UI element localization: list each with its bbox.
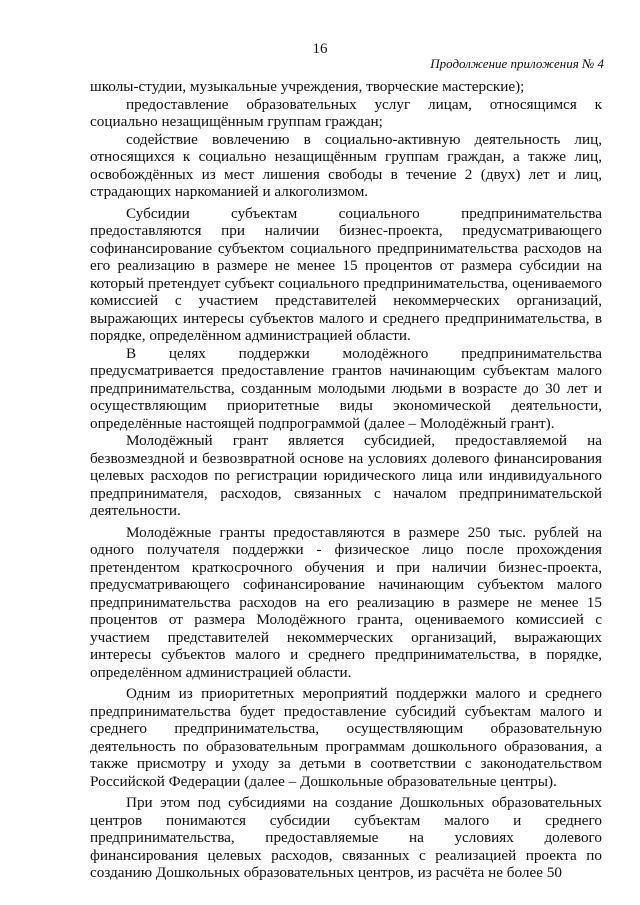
paragraph: предоставление образовательных услуг лицам, относящимся к социально незащищённым группам граждан; <box>90 95 602 130</box>
paragraph: При этом под субсидиями на создание Дошкольных образовательных центров понимаются субсидии субъектам малого и среднего предпринимательства, предоставляемые на условиях долевого финансирования целевых расходов, связанных с реализацией проекта по созданию Дошкольных образовательных центров, из расчёта не более 50 <box>90 794 602 881</box>
paragraph: Молодёжный грант является субсидией, предоставляемой на безвозмездной и безвозвратной основе на условиях долевого финансирования целевых расходов по регистрации юридического лица или индивидуального предпринимателя, расходов, связанных с началом предпринимательской деятельности. <box>90 432 602 519</box>
paragraph: В целях поддержки молодёжного предпринимательства предусматривается предоставление грантов начинающим субъектам малого предпринимательства, созданным молодыми людьми в возрасте до 30 лет и осуществляющим приоритетные виды экономической деятельности, определённые настоящей подпрограммой (далее – Молодёжный грант). <box>90 344 602 432</box>
appendix-continuation-note: Продолжение приложения № 4 <box>430 56 604 71</box>
page-number: 16 <box>312 41 328 57</box>
document-body <box>90 78 602 882</box>
paragraph: Молодёжные гранты предоставляются в размере 250 тыс. рублей на одного получателя поддержки - физическое лицо после прохождения претендентом краткосрочного обучения и при наличии бизнес-проекта, предусматривающего софинансирование начинающим субъектом малого предпринимательства расходов на его реализацию в размере не менее 15 процентов от размера Молодёжного гранта, оцениваемого комиссией с участием представителей некоммерческих организаций, выражающих интересы субъектов малого и среднего предпринимательства, в порядке, определённом администрацией области. <box>90 523 602 681</box>
paragraph: Субсидии субъектам социального предпринимательства предоставляются при наличии бизнес-проекта, предусматривающего софинансирование субъектом социального предпринимательства расходов на его реализацию в размере не менее 15 процентов от размера субсидии на который претендует субъект социального предпринимательства, оцениваемого комиссией с участием представителей некоммерческих организаций, выражающих интересы субъектов малого и среднего предпринимательства, в порядке, определённом администрацией области. <box>90 204 602 344</box>
paragraph-continued: школы-студии, музыкальные учреждения, творческие мастерские); <box>90 78 525 95</box>
paragraph: содействие вовлечению в социально-активную деятельность лиц, относящихся к социально незащищённым группам граждан, а также лиц, освобождённых из мест лишения свободы в течение 2 (двух) лет и лиц, страдающих наркоманией и алкоголизмом. <box>90 130 602 200</box>
paragraph: Одним из приоритетных мероприятий поддержки малого и среднего предпринимательства будет предоставление субсидий субъектам малого и среднего предпринимательства, осуществляющим образовательную деятельность по образовательным программам дошкольного образования, а также присмотру и уходу за детьми в соответствии с законодательством Российской Федерации (далее – Дошкольные образовательные центры). <box>90 685 602 790</box>
